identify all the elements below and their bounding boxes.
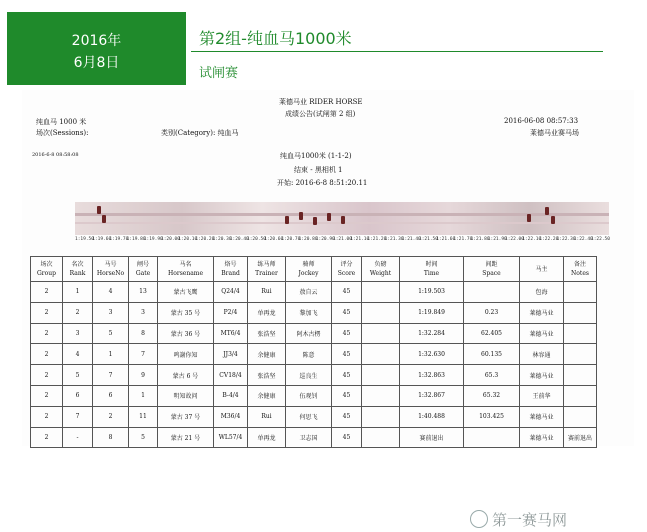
column-header-cn: 间距 [485, 261, 498, 268]
table-cell: 莱德马业 [520, 323, 564, 344]
time-tick: 1:21.50 [419, 237, 438, 242]
table-cell: - [63, 427, 93, 448]
column-header [332, 257, 362, 282]
table-cell: 5 [129, 427, 158, 448]
table-cell: 陈意 [286, 344, 332, 365]
table-cell: 5 [93, 323, 129, 344]
time-tick: 1:22.30 [556, 237, 576, 242]
column-header [158, 257, 214, 282]
time-tick: 1:21.00 [333, 237, 352, 242]
table-cell: 阿木古楞 [286, 323, 332, 344]
table-cell: 2 [31, 302, 63, 323]
article-subtitle: 试闸赛 [199, 66, 239, 81]
column-header [31, 257, 63, 282]
results-table [30, 256, 597, 448]
time-tick: 1:20.40 [229, 237, 249, 242]
column-header-en: Trainer [255, 270, 278, 277]
table-cell: 45 [332, 302, 362, 323]
column-header [248, 257, 286, 282]
table-row [31, 344, 597, 365]
table-cell: 赛前退出 [400, 427, 464, 448]
table-cell: 1:32.630 [400, 344, 464, 365]
table-cell: 8 [93, 427, 129, 448]
column-header-cn: 评分 [340, 261, 353, 268]
time-tick: 1:20.50 [247, 237, 266, 242]
table-cell: WL57/4 [214, 427, 248, 448]
table-cell: P2/4 [214, 302, 248, 323]
table-cell: 林容通 [520, 344, 564, 365]
time-tick: 1:19.60 [92, 237, 112, 242]
column-header-en: Score [337, 270, 356, 277]
column-header [63, 257, 93, 282]
table-cell: 65.3 [464, 365, 520, 386]
table-cell: 余健康 [248, 344, 286, 365]
table-cell: 余健康 [248, 385, 286, 406]
table-cell [362, 323, 400, 344]
time-tick: 1:20.10 [178, 237, 198, 242]
table-cell: 2 [31, 406, 63, 427]
watermark-text: 第一赛马网 [492, 511, 568, 529]
column-header [129, 257, 158, 282]
column-header-cn: 时间 [425, 261, 438, 268]
column-header [400, 257, 464, 282]
table-cell: 何思飞 [286, 406, 332, 427]
time-tick: 1:20.70 [281, 237, 301, 242]
time-tick: 1:19.80 [126, 237, 146, 242]
table-cell: 62.405 [464, 323, 520, 344]
table-cell [564, 323, 597, 344]
table-cell: 65.32 [464, 385, 520, 406]
table-cell: 2 [31, 365, 63, 386]
table-cell [362, 406, 400, 427]
time-tick: 1:22.40 [573, 237, 593, 242]
column-header-cn: 备注 [573, 261, 586, 268]
race-line: 纯血马1000米 (1-1-2) [280, 152, 352, 160]
column-header [564, 257, 597, 282]
column-header-cn: 场次 [40, 261, 53, 268]
table-cell: Q24/4 [214, 282, 248, 303]
table-cell: M36/4 [214, 406, 248, 427]
small-date: 2016-6-8 08:58:08 [32, 152, 79, 158]
watermark-logo-icon [470, 510, 488, 528]
table-cell: 1:19.849 [400, 302, 464, 323]
table-cell: 黎加飞 [286, 302, 332, 323]
column-header-cn: 马号 [104, 261, 117, 268]
table-cell: 0.23 [464, 302, 520, 323]
table-cell: 赛前退出 [564, 427, 597, 448]
time-tick-row [75, 237, 609, 247]
title-divider [191, 51, 603, 52]
race-name: 纯血马 1000 米 [36, 118, 87, 126]
table-row [31, 385, 597, 406]
date-box [7, 12, 186, 85]
table-row [31, 406, 597, 427]
table-cell [464, 427, 520, 448]
table-cell [362, 365, 400, 386]
table-cell: 莱德马业 [520, 427, 564, 448]
time-tick: 1:20.30 [212, 237, 232, 242]
table-cell [362, 282, 400, 303]
table-cell: 蒙古 37 号 [158, 406, 214, 427]
table-row [31, 427, 597, 448]
column-header-en: Notes [571, 270, 589, 277]
table-cell: 45 [332, 385, 362, 406]
table-cell [564, 406, 597, 427]
table-cell: 蒙古 35 号 [158, 302, 214, 323]
table-cell: JJ3/4 [214, 344, 248, 365]
column-header-en: Weight [369, 270, 392, 277]
table-cell: 1:40.488 [400, 406, 464, 427]
table-cell: 明知故问 [158, 385, 214, 406]
table-cell: 2 [31, 385, 63, 406]
table-cell: 莱德马业 [520, 302, 564, 323]
time-tick: 1:20.80 [298, 237, 318, 242]
time-tick: 1:21.70 [453, 237, 473, 242]
table-cell: 45 [332, 365, 362, 386]
article-header [0, 0, 647, 90]
table-cell: 莱德马业 [520, 406, 564, 427]
date-month-day: 6月8日 [73, 55, 120, 71]
column-header-en: Brand [221, 270, 240, 277]
table-cell: 4 [63, 344, 93, 365]
table-cell [564, 365, 597, 386]
column-header [93, 257, 129, 282]
table-cell: 4 [93, 282, 129, 303]
column-header-en: Gate [135, 270, 151, 277]
table-cell: 蒙古 21 号 [158, 427, 214, 448]
table-cell [564, 282, 597, 303]
start-line: 开始: 2016-6-8 8:51:20.11 [277, 179, 368, 187]
table-cell: 7 [93, 365, 129, 386]
table-cell: 1:32.863 [400, 365, 464, 386]
table-cell: B-4/4 [214, 385, 248, 406]
table-cell: CV18/4 [214, 365, 248, 386]
table-cell [464, 282, 520, 303]
time-tick: 1:19.90 [143, 237, 163, 242]
table-cell: 单再龙 [248, 302, 286, 323]
table-cell: Rui [248, 406, 286, 427]
table-cell [362, 385, 400, 406]
time-tick: 1:20.20 [195, 237, 215, 242]
table-cell: 13 [129, 282, 158, 303]
report-title: 成绩公告(试闸第 2 组) [285, 110, 356, 118]
time-tick: 1:22.20 [539, 237, 559, 242]
table-cell [362, 302, 400, 323]
table-cell: MT6/4 [214, 323, 248, 344]
table-cell [564, 344, 597, 365]
table-row [31, 323, 597, 344]
table-cell: 2 [63, 302, 93, 323]
column-header-cn: 名次 [71, 261, 84, 268]
category-label: 类别(Category): 纯血马 [161, 129, 239, 137]
table-cell: 2 [93, 406, 129, 427]
column-header-en: Space [482, 270, 501, 277]
table-cell [362, 344, 400, 365]
time-tick: 1:21.30 [384, 237, 404, 242]
sessions-label: 场次(Sessions): [36, 129, 89, 137]
print-datetime: 2016-06-08 08:57:33 [504, 117, 579, 125]
table-cell: 1:19.503 [400, 282, 464, 303]
table-cell [362, 427, 400, 448]
time-tick: 1:21.60 [436, 237, 456, 242]
table-cell [564, 302, 597, 323]
column-header-cn: 烙号 [224, 261, 237, 268]
table-cell: 1 [129, 385, 158, 406]
table-cell: 45 [332, 344, 362, 365]
photo-finish-strip [75, 202, 609, 235]
table-cell: 45 [332, 323, 362, 344]
time-tick: 1:20.90 [315, 237, 335, 242]
column-header [464, 257, 520, 282]
table-cell: 卫志国 [286, 427, 332, 448]
table-cell: 王前华 [520, 385, 564, 406]
time-tick: 1:22.00 [505, 237, 524, 242]
table-cell: 3 [93, 302, 129, 323]
table-cell: 1:32.867 [400, 385, 464, 406]
time-tick: 1:19.50 [75, 237, 94, 242]
table-cell: 103.425 [464, 406, 520, 427]
column-header-en: Group [37, 270, 56, 277]
table-cell: 蒙古 36 号 [158, 323, 214, 344]
table-cell: 1 [93, 344, 129, 365]
table-cell: 蒙古飞鹰 [158, 282, 214, 303]
table-cell: 巡良生 [286, 365, 332, 386]
table-cell: 6 [63, 385, 93, 406]
table-cell: 11 [129, 406, 158, 427]
column-header [520, 257, 564, 282]
table-cell: 敖自云 [286, 282, 332, 303]
result-document [22, 90, 634, 529]
table-cell: 2 [31, 344, 63, 365]
table-cell: 伍观钊 [286, 385, 332, 406]
venue: 莱德马业赛马场 [530, 129, 579, 137]
watermark [460, 506, 610, 532]
column-header-cn: 马主 [535, 265, 548, 273]
table-cell: 45 [332, 406, 362, 427]
table-cell: 包海 [520, 282, 564, 303]
time-tick: 1:21.40 [401, 237, 421, 242]
table-cell: 3 [63, 323, 93, 344]
table-header-row [31, 257, 597, 282]
column-header [214, 257, 248, 282]
table-cell: 蒙古 6 号 [158, 365, 214, 386]
table-cell: 45 [332, 282, 362, 303]
table-cell: 2 [31, 427, 63, 448]
table-cell: 鸣謝你知 [158, 344, 214, 365]
column-header-cn: 负磅 [374, 261, 387, 268]
time-tick: 1:19.70 [109, 237, 129, 242]
table-cell: 60.135 [464, 344, 520, 365]
column-header-cn: 骑师 [302, 261, 315, 268]
table-cell: 45 [332, 427, 362, 448]
table-cell: 1 [63, 282, 93, 303]
time-tick: 1:21.10 [350, 237, 370, 242]
column-header [362, 257, 400, 282]
table-row [31, 302, 597, 323]
table-cell: 8 [129, 323, 158, 344]
table-cell: 9 [129, 365, 158, 386]
column-header-en: Jockey [298, 270, 319, 277]
column-header-cn: 马名 [179, 261, 192, 268]
table-body [31, 282, 597, 448]
time-tick: 1:22.10 [522, 237, 542, 242]
table-cell [564, 385, 597, 406]
table-cell: 7 [129, 344, 158, 365]
table-cell: 张浩坚 [248, 323, 286, 344]
table-row [31, 282, 597, 303]
table-cell: 5 [63, 365, 93, 386]
time-tick: 1:20.60 [264, 237, 284, 242]
table-cell: 6 [93, 385, 129, 406]
time-tick: 1:21.80 [470, 237, 490, 242]
table-cell: 3 [129, 302, 158, 323]
article-title: 第2组-纯血马1000米 [199, 29, 352, 48]
table-cell: 1:32.284 [400, 323, 464, 344]
column-header-en: Time [423, 270, 440, 277]
table-cell: 张浩坚 [248, 365, 286, 386]
date-year: 2016年 [71, 33, 122, 49]
table-row [31, 365, 597, 386]
table-cell: 2 [31, 323, 63, 344]
company-name: 莱德马业 RIDER HORSE [279, 98, 363, 106]
column-header-en: HorseNo [96, 270, 125, 277]
status-line: 结束 - 黑相机 1 [294, 166, 343, 174]
time-tick: 1:21.20 [367, 237, 387, 242]
column-header-cn: 练马师 [257, 261, 276, 268]
column-header-cn: 闸号 [136, 261, 149, 268]
column-header [286, 257, 332, 282]
time-tick: 1:20.00 [161, 237, 180, 242]
column-header-en: Rank [69, 270, 86, 277]
table-cell: 7 [63, 406, 93, 427]
table-cell: 2 [31, 282, 63, 303]
time-tick: 1:22.50 [591, 237, 610, 242]
column-header-en: Horsename [167, 270, 204, 277]
time-tick: 1:21.90 [487, 237, 507, 242]
table-cell: Rui [248, 282, 286, 303]
table-cell: 单再龙 [248, 427, 286, 448]
table-cell: 莱德马业 [520, 365, 564, 386]
